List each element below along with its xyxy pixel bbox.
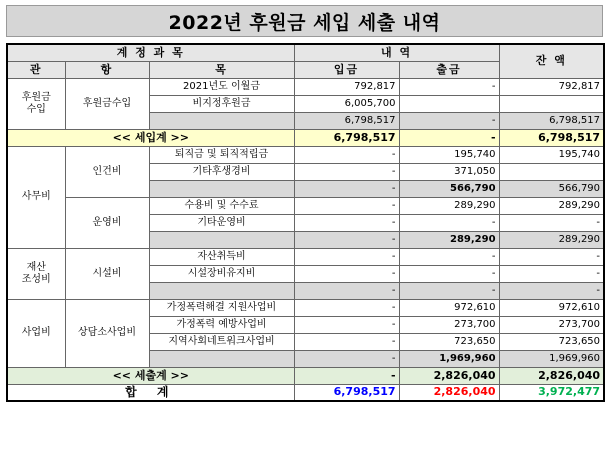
grand-total-balance: 3,972,477 [499,384,604,401]
balance-cell: 289,290 [499,197,604,214]
balance-cell: 195,740 [499,146,604,163]
mok-cell: 기타후생경비 [149,163,294,180]
mok-cell [149,231,294,248]
mok-cell: 퇴직금 및 퇴직적립금 [149,146,294,163]
expenditure-total-expense: 2,826,040 [399,367,499,384]
expense-cell: 972,610 [399,299,499,316]
revenue-total-balance: 6,798,517 [499,129,604,146]
expense-cell: 1,969,960 [399,350,499,367]
expenditure-total-balance: 2,826,040 [499,367,604,384]
expense-cell: 195,740 [399,146,499,163]
gwan-cell: 후원금 수입 [7,78,65,129]
mok-cell [149,350,294,367]
balance-cell: 972,610 [499,299,604,316]
income-cell: - [294,248,399,265]
grand-total-row [7,384,604,401]
balance-cell: 723,650 [499,333,604,350]
balance-cell: - [499,282,604,299]
mok-cell: 자산취득비 [149,248,294,265]
expense-cell: - [399,282,499,299]
mok-cell: 비지정후원금 [149,95,294,112]
hang-cell: 후원금수입 [65,78,149,129]
expense-cell: - [399,265,499,282]
expenditure-total-row [7,367,604,384]
mok-cell: 지역사회네트워크사업비 [149,333,294,350]
expense-cell: 289,290 [399,197,499,214]
header-hang: 항 [65,61,149,78]
mok-cell [149,282,294,299]
mok-cell: 기타운영비 [149,214,294,231]
income-cell: - [294,282,399,299]
balance-cell [499,95,604,112]
header-detail-group: 내 역 [294,44,499,61]
income-cell: - [294,316,399,333]
income-cell: - [294,231,399,248]
hang-cell: 운영비 [65,197,149,248]
expense-cell [399,95,499,112]
mok-cell [149,180,294,197]
grand-total-income: 6,798,517 [294,384,399,401]
mok-cell: 2021년도 이월금 [149,78,294,95]
revenue-total-income: 6,798,517 [294,129,399,146]
income-cell: - [294,214,399,231]
income-cell: - [294,299,399,316]
income-cell: - [294,180,399,197]
grand-total-label: 합 계 [7,384,294,401]
expense-cell: 273,700 [399,316,499,333]
expense-cell: - [399,248,499,265]
balance-cell: 566,790 [499,180,604,197]
page-title: 2022년 후원금 세입 세출 내역 [6,5,603,37]
income-cell: - [294,265,399,282]
balance-cell: 792,817 [499,78,604,95]
balance-cell: 289,290 [499,231,604,248]
gwan-cell: 사업비 [7,299,65,367]
balance-cell: - [499,248,604,265]
expense-cell: 566,790 [399,180,499,197]
income-cell: - [294,333,399,350]
expense-cell: 371,050 [399,163,499,180]
balance-cell: 273,700 [499,316,604,333]
hang-cell: 인건비 [65,146,149,197]
hang-cell: 시설비 [65,248,149,299]
mok-cell: 시설장비유지비 [149,265,294,282]
income-cell: 792,817 [294,78,399,95]
expenditure-total-income: - [294,367,399,384]
balance-cell: - [499,265,604,282]
gwan-cell: 사무비 [7,146,65,248]
header-balance: 잔 액 [499,44,604,78]
header-income: 입금 [294,61,399,78]
grand-total-expense: 2,826,040 [399,384,499,401]
ledger-table [6,43,605,402]
income-cell: - [294,163,399,180]
expense-cell: - [399,112,499,129]
expense-cell: - [399,78,499,95]
gwan-cell: 재산 조성비 [7,248,65,299]
mok-cell [149,112,294,129]
hang-cell: 상담소사업비 [65,299,149,367]
mok-cell: 가정폭력해결 지원사업비 [149,299,294,316]
header-account-group: 계 정 과 목 [7,44,294,61]
income-cell: 6,798,517 [294,112,399,129]
mok-cell: 수용비 및 수수료 [149,197,294,214]
balance-cell: 6,798,517 [499,112,604,129]
header-mok: 목 [149,61,294,78]
balance-cell: - [499,214,604,231]
income-cell: - [294,146,399,163]
expense-cell: 723,650 [399,333,499,350]
revenue-total-row [7,129,604,146]
mok-cell: 가정폭력 예방사업비 [149,316,294,333]
expense-cell: - [399,214,499,231]
income-cell: - [294,350,399,367]
expenditure-total-label: << 세출계 >> [7,367,294,384]
revenue-total-label: << 세입계 >> [7,129,294,146]
income-cell: - [294,197,399,214]
balance-cell [499,163,604,180]
balance-cell: 1,969,960 [499,350,604,367]
income-cell: 6,005,700 [294,95,399,112]
header-gwan: 관 [7,61,65,78]
revenue-total-expense: - [399,129,499,146]
header-expense: 출금 [399,61,499,78]
table-row [7,197,604,214]
table-row [7,299,604,316]
table-row [7,248,604,265]
table-row [7,146,604,163]
expense-cell: 289,290 [399,231,499,248]
table-row [7,78,604,95]
